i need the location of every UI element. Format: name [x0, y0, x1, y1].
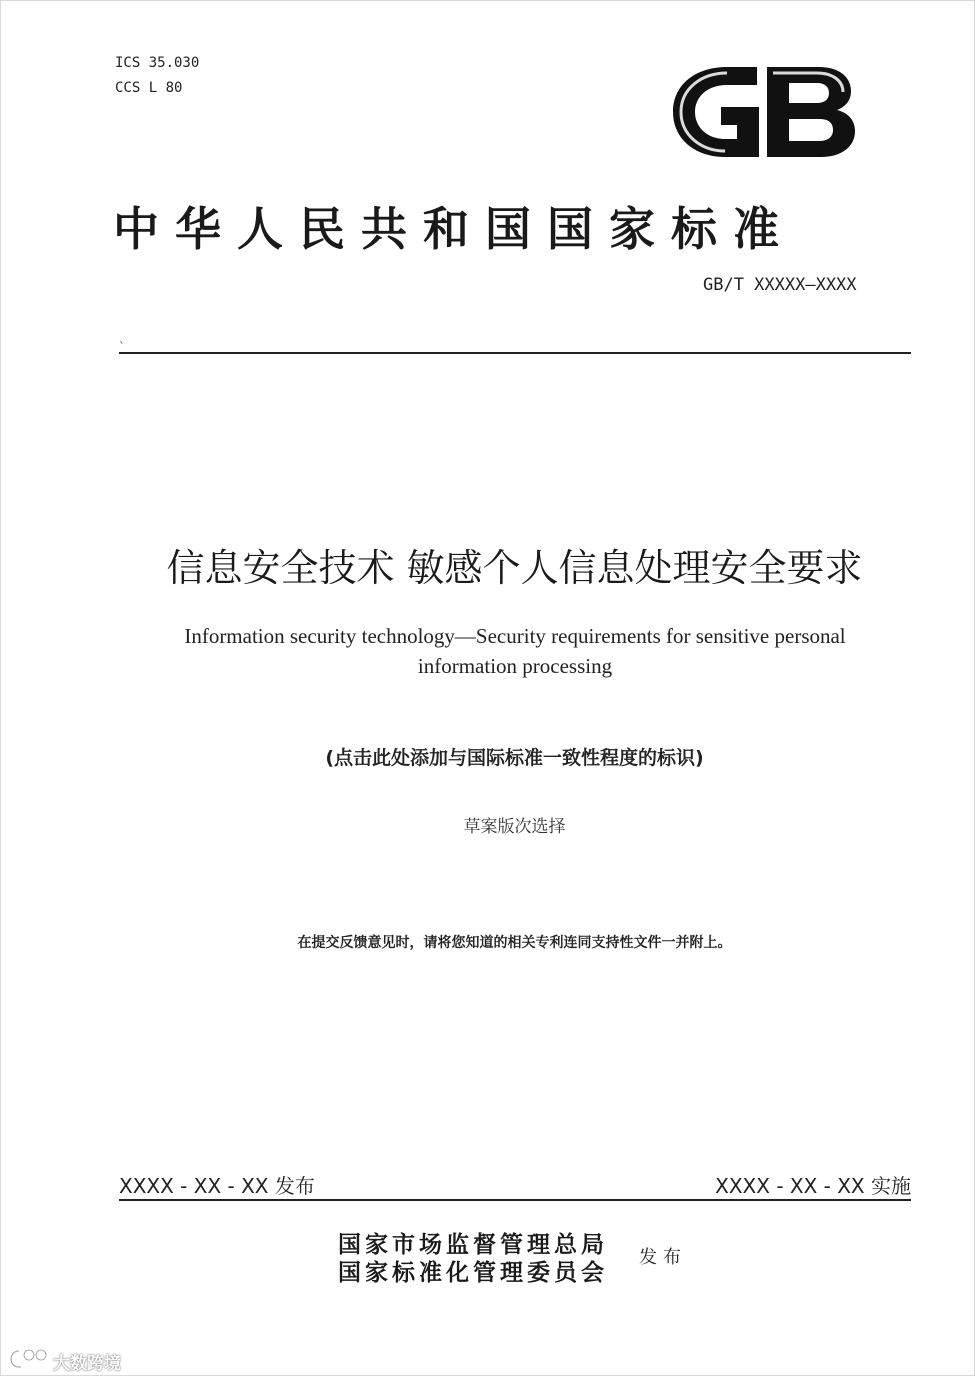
title-en-line-2: information processing — [417, 654, 613, 678]
watermark — [9, 1347, 139, 1374]
feedback-note: 在提交反馈意见时，请将您知道的相关专利连同支持性文件一并附上。 — [297, 935, 732, 951]
issue-label: 发布 — [639, 1247, 687, 1268]
watermark-logo-icon — [9, 1347, 49, 1371]
title-en-line-1: Information security technology—Security requirements for sensitive personal — [184, 624, 846, 648]
watermark-text: 大数跨境 — [53, 1354, 121, 1374]
intl-consistency-note[interactable]: (点击此处添加与国际标准一致性程度的标识) — [325, 747, 704, 769]
gb-logo-icon — [667, 63, 859, 161]
issuer-sac: 国家标准化管理委员会 — [338, 1259, 608, 1286]
stray-mark: ` — [119, 340, 125, 354]
ics-code: ICS 35.030 — [115, 55, 200, 71]
document-title-cn: 信息安全技术 敏感个人信息处理安全要求 — [166, 546, 863, 590]
national-standard-title: 中华人民共和国国家标准 — [113, 202, 795, 256]
effective-date: XXXX - XX - XX 实施 — [715, 1174, 911, 1198]
ccs-code: CCS L 80 — [115, 80, 183, 96]
publish-date: XXXX - XX - XX 发布 — [119, 1174, 315, 1198]
draft-version-select[interactable]: 草案版次选择 — [463, 817, 566, 837]
bottom-divider — [119, 1199, 911, 1201]
top-divider — [119, 352, 911, 354]
document-title-en — [101, 621, 929, 681]
issuer-samr: 国家市场监督管理总局 — [338, 1231, 608, 1258]
standard-number: GB/T XXXXX—XXXX — [703, 275, 857, 295]
